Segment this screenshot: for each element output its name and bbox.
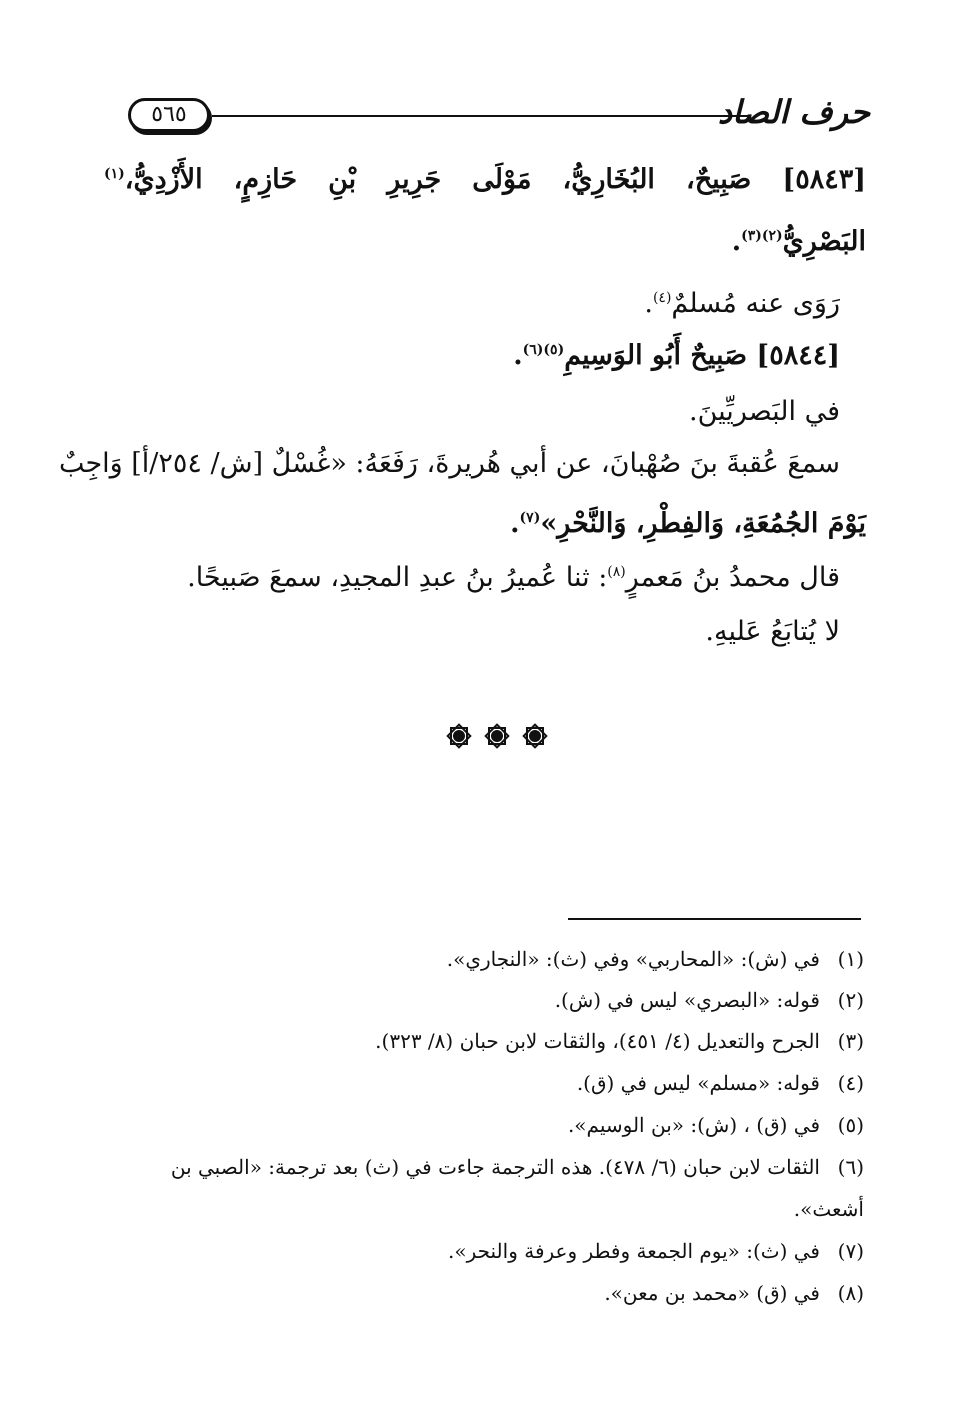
entry-narration: رَوَى عنه مُسلمٌ$^{(٤)}$.: [644, 288, 840, 319]
entry-heading: [٥٨٤٤] صَبِيحٌ أَبُو الوَسِيمِ$^{(٥)(٦)}$.: [513, 340, 840, 371]
star-flower-icon: [444, 721, 474, 751]
running-title: حرف الصاد: [717, 93, 870, 131]
star-flower-icon: [482, 721, 512, 751]
header-rule: [212, 115, 748, 117]
entry-location: في البَصريِّينَ.: [689, 396, 840, 427]
footnote-5: (٥)في (ق) ، (ش): «بن الوسيم».: [567, 1113, 864, 1137]
star-flower-icon: [520, 721, 550, 751]
entry-verdict: لا يُتابَعُ عَليهِ.: [705, 616, 840, 647]
footnote-6-cont: أشعث».: [793, 1197, 864, 1221]
footnote-2: (٢)قوله: «البصري» ليس في (ش).: [554, 988, 864, 1012]
footnote-rule: [568, 918, 861, 920]
entry-quote: قال محمدُ بنُ مَعمرٍ$^{(٨)}$: ثنا عُميرُ بنُ عبدِ المجيدِ، سمعَ صَبيحًا.: [187, 562, 840, 593]
page-header: [118, 94, 870, 138]
footnote-4: (٤)قوله: «مسلم» ليس في (ق).: [576, 1071, 864, 1095]
entry-heading: [٥٨٤٣] صَبِيحٌ، البُخَارِيُّ، مَوْلَى جَرِيرِ بْنِ حَازِمٍ، الأَزْدِيُّ،$^{(١)}$: [104, 164, 866, 195]
page-number: ٥٦٥: [128, 98, 210, 132]
entry-hadith-cont: يَوْمَ الجُمُعَةِ، وَالفِطْرِ، وَالنَّحْرِ»$^{(٧)}$.: [510, 508, 866, 539]
footnote-3: (٣)الجرح والتعديل (٤/ ٤٥١)، والثقات لابن حبان (٨/ ٣٢٣).: [375, 1029, 864, 1053]
footnote-6: (٦)الثقات لابن حبان (٦/ ٤٧٨). هذه الترجمة جاءت في (ث) بعد ترجمة: «الصبي بن: [170, 1155, 864, 1179]
section-divider: [438, 721, 550, 751]
entry-nisba: البَصْرِيُّ$^{(٢)(٣)}$.: [731, 226, 866, 257]
footnote-7: (٧)في (ث): «يوم الجمعة وفطر وعرفة والنحر».: [447, 1239, 864, 1263]
entry-hadith: سمعَ عُقبةَ بنَ صُهْبانَ، عن أبي هُريرةَ، رَفَعَهُ: «غُسْلٌ [ش/ ٢٥٤/أ] وَاجِبٌ: [58, 448, 840, 479]
footnote-8: (٨)في (ق) «محمد بن معن».: [604, 1281, 864, 1305]
footnote-1: (١)في (ش): «المحاربي» وفي (ث): «النجاري».: [446, 947, 864, 971]
